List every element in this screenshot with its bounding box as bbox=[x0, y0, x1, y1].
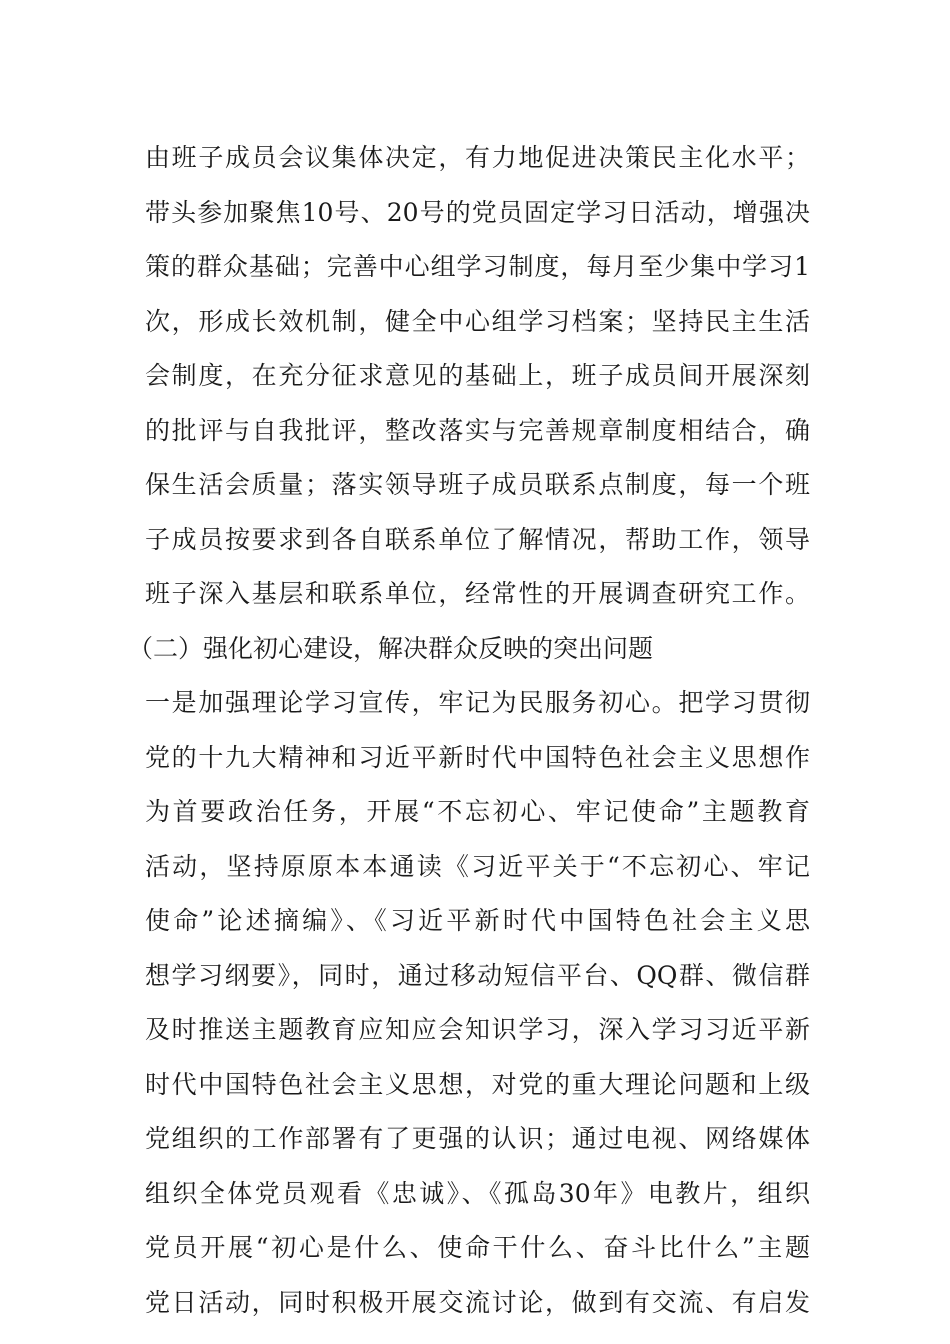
section-heading: （二）强化初心建设，解决群众反映的突出问题 bbox=[128, 633, 654, 663]
text-line: 的批评与自我批评，整改落实与完善规章制度相结合，确 bbox=[145, 415, 810, 445]
text-line: 为首要政治任务，开展“不忘初心、牢记使命”主题教育 bbox=[145, 797, 810, 826]
text-line: 一是加强理论学习宣传，牢记为民服务初心。把学习贯彻 bbox=[145, 688, 810, 717]
text-line: 子成员按要求到各自联系单位了解情况，帮助工作，领导 bbox=[145, 524, 810, 554]
text-line: 组织全体党员观看《忠诚》、《孤岛30年》电教片，组织 bbox=[145, 1178, 810, 1208]
text-line: 保生活会质量；落实领导班子成员联系点制度，每一个班 bbox=[145, 470, 810, 499]
text-line: 及时推送主题教育应知应会知识学习，深入学习习近平新 bbox=[145, 1015, 810, 1044]
text-line: 党员开展“初心是什么、使命干什么、奋斗比什么”主题 bbox=[145, 1233, 810, 1262]
text-line: 次，形成长效机制，健全中心组学习档案；坚持民主生活 bbox=[145, 306, 810, 336]
text-line: 使命”论述摘编》、《习近平新时代中国特色社会主义思 bbox=[145, 906, 810, 935]
text-line: 想学习纲要》，同时，通过移动短信平台、QQ群、微信群 bbox=[145, 960, 810, 990]
text-line: 带头参加聚焦10号、20号的党员固定学习日活动，增强决 bbox=[145, 197, 810, 227]
text-line: 由班子成员会议集体决定，有力地促进决策民主化水平； bbox=[145, 143, 810, 172]
text-line: 党日活动，同时积极开展交流讨论，做到有交流、有启发 bbox=[145, 1287, 810, 1317]
text-line: 班子深入基层和联系单位，经常性的开展调查研究工作。 bbox=[145, 579, 810, 608]
text-line: 会制度，在充分征求意见的基础上，班子成员间开展深刻 bbox=[145, 361, 810, 390]
text-line: 时代中国特色社会主义思想，对党的重大理论问题和上级 bbox=[145, 1069, 810, 1099]
text-line: 策的群众基础；完善中心组学习制度，每月至少集中学习1 bbox=[145, 252, 810, 281]
body-text bbox=[128, 131, 810, 1330]
text-line: 党的十九大精神和习近平新时代中国特色社会主义思想作 bbox=[145, 742, 810, 772]
text-line: 党组织的工作部署有了更强的认识；通过电视、网络媒体 bbox=[145, 1124, 810, 1153]
text-line: 活动，坚持原原本本通读《习近平关于“不忘初心、牢记 bbox=[145, 851, 810, 881]
